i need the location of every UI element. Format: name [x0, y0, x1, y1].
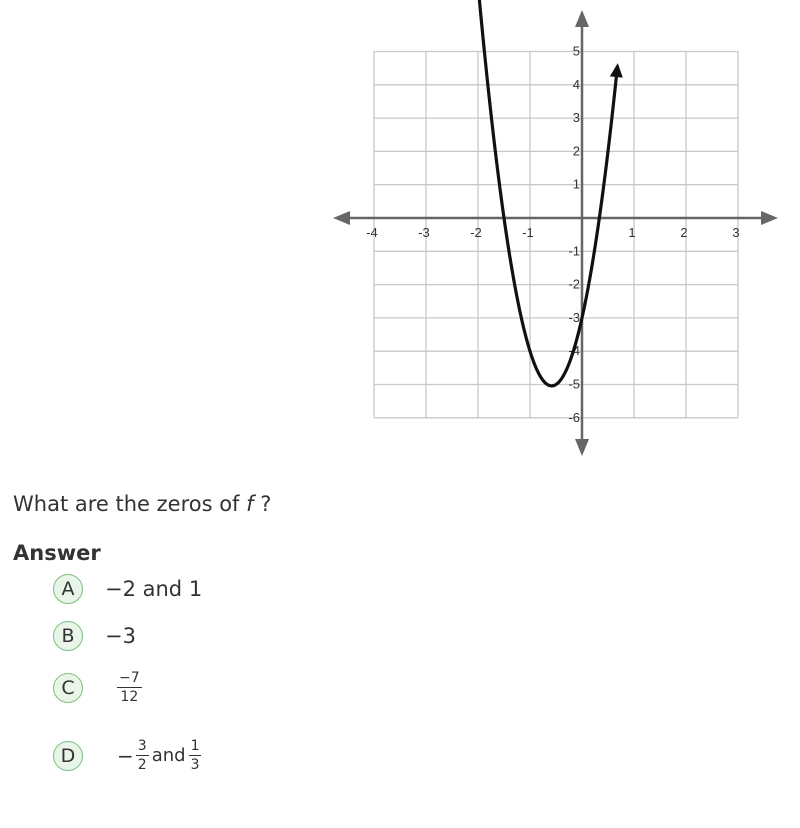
choice-d-text: [117, 738, 201, 773]
choice-d-frac1-den: 2: [137, 757, 147, 774]
curve-arrow-right: [610, 63, 623, 78]
function-variable: f: [246, 492, 254, 516]
x-tick-label: 2: [680, 225, 688, 240]
choice-d-fraction-1: [136, 738, 149, 773]
x-axis-arrow-right: [761, 211, 778, 225]
curve: [472, 0, 623, 386]
choice-d-and: and: [151, 745, 186, 767]
choice-c[interactable]: [53, 670, 142, 705]
choice-a[interactable]: [53, 574, 202, 604]
y-tick-label: -3: [568, 309, 580, 325]
choice-c-denominator: 12: [120, 689, 139, 706]
x-tick-label: 1: [628, 225, 636, 240]
y-tick-label: -2: [568, 276, 580, 292]
y-tick-label: 4: [572, 76, 580, 92]
y-tick-label: -5: [568, 376, 580, 392]
question-text: [13, 492, 271, 516]
choice-b-bubble[interactable]: B: [53, 621, 83, 651]
y-axis-arrow-down: [575, 439, 589, 456]
x-tick-label: 3: [732, 225, 740, 240]
choice-d-frac2-num: 1: [189, 738, 202, 756]
choice-a-text: −2 and 1: [105, 577, 203, 601]
choice-c-bubble[interactable]: C: [53, 673, 83, 703]
y-tick-label: 1: [572, 176, 580, 192]
choice-d-sign: −: [117, 743, 134, 768]
y-tick-label: 3: [572, 110, 580, 126]
tick-labels: [366, 44, 739, 425]
x-tick-label: -2: [470, 225, 482, 240]
y-tick-label: 5: [572, 43, 580, 59]
choice-a-bubble[interactable]: A: [53, 574, 83, 604]
axes: [333, 10, 778, 456]
x-tick-label: -3: [418, 225, 430, 240]
choice-d-frac1-num: 3: [136, 738, 149, 756]
choice-c-fraction: [117, 670, 142, 705]
choice-d[interactable]: [53, 738, 201, 773]
y-tick-label: 2: [572, 143, 580, 159]
y-tick-label: -4: [568, 343, 580, 359]
parabola-curve: [478, 0, 617, 386]
choice-c-text: [117, 670, 142, 705]
choice-b-text: −3: [105, 624, 136, 648]
question-suffix: ?: [253, 492, 272, 516]
choice-d-bubble[interactable]: D: [53, 741, 83, 771]
choice-d-frac2-den: 3: [190, 757, 200, 774]
choice-d-fraction-2: [189, 738, 202, 773]
x-tick-label: -1: [522, 225, 534, 240]
choice-c-numerator: −7: [117, 670, 142, 688]
answer-heading: Answer: [13, 541, 101, 565]
x-tick-label: -4: [366, 225, 378, 240]
question-prefix: What are the zeros of: [13, 492, 247, 516]
y-tick-label: -6: [568, 409, 580, 425]
choice-b[interactable]: [53, 621, 136, 651]
y-axis-arrow-up: [575, 10, 589, 27]
x-axis-arrow-left: [333, 211, 350, 225]
y-tick-label: -1: [568, 243, 580, 259]
